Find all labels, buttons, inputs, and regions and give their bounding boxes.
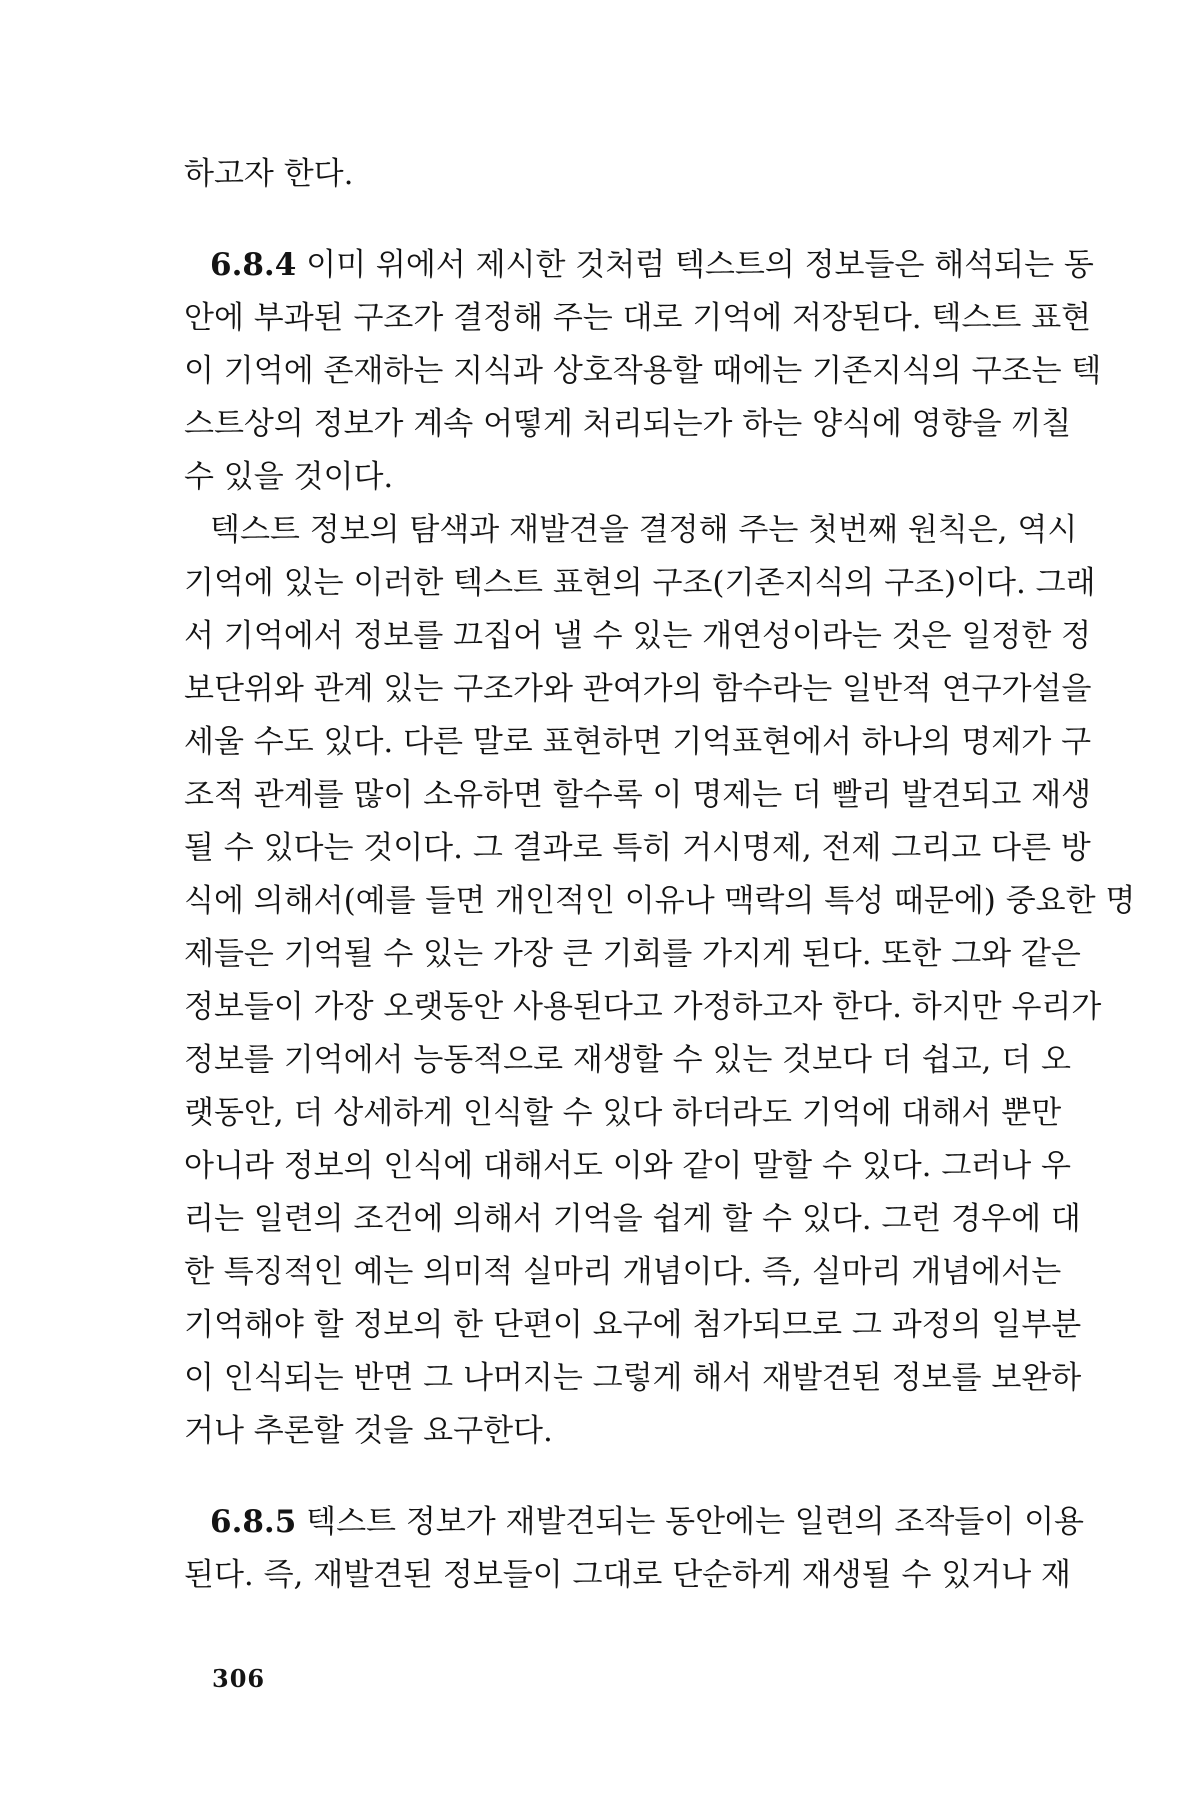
page-body xyxy=(184,148,1136,1602)
text-line: 텍스트 정보의 탐색과 재발견을 결정해 주는 첫번째 원칙은, 역시 xyxy=(210,512,1078,548)
section-number: 6.8.5 xyxy=(210,1504,297,1540)
text-line: 된다. 즉, 재발견된 정보들이 그대로 단순하게 재생될 수 있거나 재 xyxy=(184,1557,1071,1593)
section-gap xyxy=(184,1458,1020,1496)
text-line: 안에 부과된 구조가 결정해 주는 대로 기억에 저장된다. 텍스트 표현 xyxy=(184,300,1092,336)
section-number: 6.8.4 xyxy=(210,247,297,283)
text-line: 기억에 있는 이러한 텍스트 표현의 구조(기존지식의 구조)이다. 그래 xyxy=(184,565,1096,601)
text-line: 정보를 기억에서 능동적으로 재생할 수 있는 것보다 더 쉽고, 더 오 xyxy=(184,1042,1071,1078)
text-line: 한 특징적인 예는 의미적 실마리 개념이다. 즉, 실마리 개념에서는 xyxy=(184,1254,1062,1290)
text-line: 하고자 한다. xyxy=(184,156,354,192)
text-line: 보단위와 관계 있는 구조가와 관여가의 함수라는 일반적 연구가설을 xyxy=(184,671,1092,707)
text-line xyxy=(184,239,1094,292)
text-line: 거나 추론할 것을 요구한다. xyxy=(184,1413,553,1449)
text-line: 세울 수도 있다. 다른 말로 표현하면 기억표현에서 하나의 명제가 구 xyxy=(184,724,1092,760)
text-line: 식에 의해서(예를 들면 개인적인 이유나 맥락의 특성 때문에) 중요한 명 xyxy=(184,883,1136,919)
text-line: 기억해야 할 정보의 한 단편이 요구에 첨가되므로 그 과정의 일부분 xyxy=(184,1307,1082,1343)
text-line: 랫동안, 더 상세하게 인식할 수 있다 하더라도 기억에 대해서 뿐만 xyxy=(184,1095,1062,1131)
text-fragment: 이미 위에서 제시한 것처럼 텍스트의 정보들은 해석되는 동 xyxy=(306,247,1094,283)
text-line: 제들은 기억될 수 있는 가장 큰 기회를 가지게 된다. 또한 그와 같은 xyxy=(184,936,1081,972)
text-line: 정보들이 가장 오랫동안 사용된다고 가정하고자 한다. 하지만 우리가 xyxy=(184,989,1102,1025)
text-line xyxy=(184,1496,1084,1549)
page-number: 306 xyxy=(212,1664,266,1693)
text-line: 될 수 있다는 것이다. 그 결과로 특히 거시명제, 전제 그리고 다른 방 xyxy=(184,830,1091,866)
text-line: 아니라 정보의 인식에 대해서도 이와 같이 말할 수 있다. 그러나 우 xyxy=(184,1148,1071,1184)
text-line: 스트상의 정보가 계속 어떻게 처리되는가 하는 양식에 영향을 끼칠 xyxy=(184,406,1072,442)
text-line: 이 인식되는 반면 그 나머지는 그렇게 해서 재발견된 정보를 보완하 xyxy=(184,1360,1082,1396)
text-line: 수 있을 것이다. xyxy=(184,459,394,495)
text-line: 서 기억에서 정보를 끄집어 낼 수 있는 개연성이라는 것은 일정한 정 xyxy=(184,618,1092,654)
text-fragment: 텍스트 정보가 재발견되는 동안에는 일련의 조작들이 이용 xyxy=(306,1504,1084,1540)
section-gap xyxy=(184,201,1020,239)
text-line: 조적 관계를 많이 소유하면 할수록 이 명제는 더 빨리 발견되고 재생 xyxy=(184,777,1092,813)
text-line: 이 기억에 존재하는 지식과 상호작용할 때에는 기존지식의 구조는 텍 xyxy=(184,353,1102,389)
text-line: 리는 일련의 조건에 의해서 기억을 쉽게 할 수 있다. 그런 경우에 대 xyxy=(184,1201,1081,1237)
